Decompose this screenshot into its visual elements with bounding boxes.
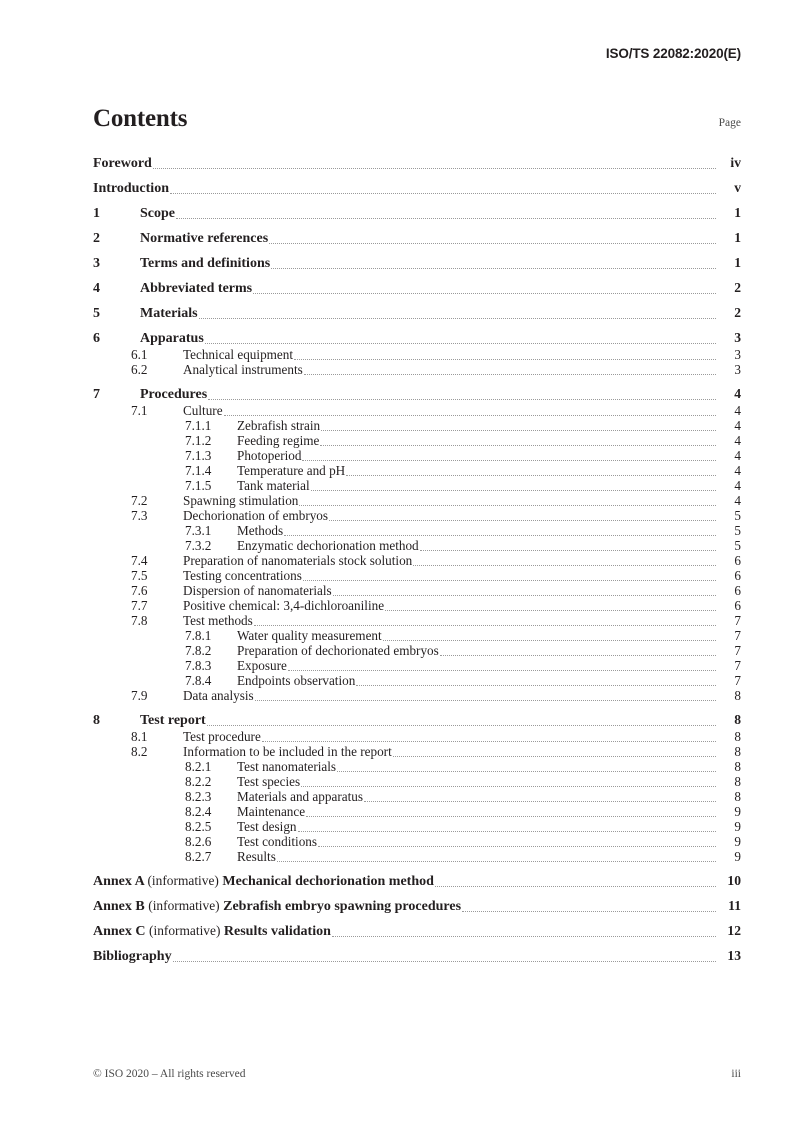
annex-label: Annex C [93,924,146,939]
dot-leader [440,655,716,656]
dot-leader [383,640,716,641]
dot-leader [170,193,716,194]
toc-entry-number: 7.7 [131,598,148,613]
toc-entry-page: 8 [734,759,741,774]
toc-entry-page: 4 [734,463,741,478]
toc-entry[interactable] [93,834,741,849]
dot-leader [462,911,716,912]
toc-entry-number: 8 [93,713,100,728]
toc-entry-title: Apparatus [140,331,204,346]
toc-entry-title: Results [237,849,276,864]
toc-entry-page: 6 [734,553,741,568]
toc-entry-title: Dispersion of nanomaterials [183,583,332,598]
toc-entry-title: Materials [140,306,198,321]
toc-annex-page: 10 [727,873,741,888]
toc-entry-title: Terms and definitions [140,256,271,271]
toc-entry[interactable] [93,804,741,819]
annex-title-text: Zebrafish embryo spawning procedures [223,899,462,914]
toc-entry-page: 8 [734,688,741,703]
toc-entry-number: 7.8.2 [185,643,212,658]
dot-leader [153,168,716,169]
toc-entry[interactable] [93,819,741,834]
dot-leader [435,886,716,887]
document-footer [93,1068,741,1084]
toc-entry-number: 6.1 [131,347,148,362]
toc-entry-page: 5 [734,508,741,523]
toc-entry[interactable] [93,362,741,377]
toc-entry-number: 6 [93,331,100,346]
dot-leader [364,801,716,802]
toc-entry-page: 7 [734,658,741,673]
toc-entry-title: Tank material [237,478,310,493]
toc-entry-number: 8.1 [131,729,148,744]
dot-leader [420,550,716,551]
dot-leader [337,771,716,772]
annex-informative-tag: (informative) [148,898,220,913]
toc-entry[interactable] [93,628,741,643]
toc-entry-title: Maintenance [237,804,306,819]
toc-annex-entry[interactable] [93,923,741,939]
toc-entry-page: 1 [734,255,741,270]
toc-entry-number: 8.2.7 [185,849,212,864]
toc-entry-page: 2 [734,280,741,295]
dot-leader [346,475,716,476]
toc-entry-number: 8.2.2 [185,774,212,789]
toc-annex-title [93,898,461,914]
toc-entry-title: Normative references [140,231,269,246]
toc-entry-number: 3 [93,256,100,271]
toc-entry-number: 1 [93,206,100,221]
annex-informative-tag: (informative) [149,923,221,938]
toc-entry-title: Scope [140,206,175,221]
toc-entry-page: 9 [734,819,741,834]
dot-leader [294,359,716,360]
toc-entry-title: Photoperiod [237,448,302,463]
toc-entry[interactable] [93,583,741,598]
toc-entry[interactable] [93,433,741,448]
toc-entry[interactable] [93,478,741,493]
toc-entry-number: 7.6 [131,583,148,598]
dot-leader [255,700,716,701]
toc-entry-number: 7.8.4 [185,673,212,688]
toc-entry[interactable] [93,347,741,362]
toc-entry[interactable] [93,386,741,402]
toc-entry[interactable] [93,553,741,568]
toc-entry-page: 5 [734,538,741,553]
toc-entry[interactable] [93,463,741,478]
dot-leader [271,268,716,269]
toc-entry-number: 7.5 [131,568,148,583]
toc-annex-title [93,923,331,939]
toc-entry[interactable] [93,493,741,508]
toc-entry-page: v [734,180,741,195]
toc-entry-page: 8 [734,774,741,789]
toc-entry-title: Data analysis [183,688,254,703]
toc-entry-title: Methods [237,523,284,538]
toc-bibliography-entry[interactable] [93,948,741,964]
toc-entry-title: Test methods [183,613,253,628]
toc-entry-page: 8 [734,712,741,727]
toc-entry-page: 7 [734,628,741,643]
dot-leader [333,595,716,596]
dot-leader [393,756,716,757]
toc-annex-title [93,873,434,889]
toc-entry[interactable] [93,418,741,433]
toc-entry[interactable] [93,598,741,613]
dot-leader [284,535,716,536]
toc-entry-number: 8.2.6 [185,834,212,849]
dot-leader [277,861,716,862]
toc-entry-number: 8.2 [131,744,148,759]
toc-entry[interactable] [93,155,741,171]
toc-entry[interactable] [93,759,741,774]
toc-entry-number: 7.8.3 [185,658,212,673]
toc-entry-title: Test nanomaterials [237,759,337,774]
toc-entry-page: 9 [734,834,741,849]
toc-entry-title: Technical equipment [183,347,294,362]
toc-entry[interactable] [93,744,741,759]
toc-entry-title: Endpoints observation [237,673,356,688]
document-header-standard-number: ISO/TS 22082:2020(E) [605,46,741,61]
toc-entry[interactable] [93,568,741,583]
dot-leader [173,961,716,962]
toc-entry-number: 4 [93,281,100,296]
toc-entry-page: 3 [734,362,741,377]
toc-entry-number: 7.8 [131,613,148,628]
dot-leader [301,786,716,787]
toc-entry-page: 2 [734,305,741,320]
dot-leader [254,625,716,626]
toc-entry-title: Abbreviated terms [140,281,253,296]
toc-entry[interactable] [93,523,741,538]
dot-leader [208,399,716,400]
toc-entry-page: 9 [734,804,741,819]
toc-entry[interactable] [93,688,741,703]
toc-entry-title: Procedures [140,387,208,402]
toc-entry-number: 8.2.5 [185,819,212,834]
toc-entry-title: Exposure [237,658,287,673]
toc-entry-page: 4 [734,448,741,463]
toc-entry-page: 8 [734,789,741,804]
toc-annex-entry[interactable] [93,898,741,914]
toc-entry-page: 4 [734,403,741,418]
toc-entry-title: Test design [237,819,297,834]
page-column-label: Page [718,117,741,129]
toc-entry[interactable] [93,643,741,658]
dot-leader [321,430,716,431]
toc-entry-title: Water quality measurement [237,628,382,643]
toc-entry-title: Foreword [93,156,152,171]
toc-entry-number: 7.2 [131,493,148,508]
toc-entry[interactable] [93,673,741,688]
toc-entry-number: 7.1.5 [185,478,212,493]
toc-entry[interactable] [93,729,741,744]
toc-entry-title: Dechorionation of embryos [183,508,329,523]
toc-entry-number: 7.1.3 [185,448,212,463]
toc-entry-page: iv [730,155,741,170]
toc-entry[interactable] [93,538,741,553]
dot-leader [205,343,716,344]
toc-entry[interactable] [93,330,741,346]
bibliography-title: Bibliography [93,949,172,964]
toc-entry-title: Test conditions [237,834,318,849]
toc-annex-page: 12 [727,923,741,938]
toc-entry-number: 7.1.1 [185,418,212,433]
dot-leader [199,318,716,319]
toc-entry-page: 1 [734,205,741,220]
toc-entry-number: 7.9 [131,688,148,703]
dot-leader [288,670,716,671]
toc-entry-number: 8.2.4 [185,804,212,819]
toc-entry-title: Preparation of nanomaterials stock solution [183,553,413,568]
annex-title-text: Mechanical dechorionation method [222,874,434,889]
dot-leader [332,936,716,937]
toc-entry-title: Testing concentrations [183,568,302,583]
toc-entry-number: 5 [93,306,100,321]
toc-annex-page: 11 [728,898,741,913]
toc-entry-title: Test report [140,713,206,728]
dot-leader [207,725,716,726]
toc-entry-title: Zebrafish strain [237,418,321,433]
toc-entry-number: 7 [93,387,100,402]
toc-entry-page: 4 [734,478,741,493]
toc-entry-page: 4 [734,418,741,433]
toc-entry-page: 9 [734,849,741,864]
toc-entry-page: 7 [734,643,741,658]
toc-entry-page: 6 [734,568,741,583]
toc-entry-number: 7.1.2 [185,433,212,448]
toc-entry[interactable] [93,849,741,864]
toc-entry-title: Spawning stimulation [183,493,299,508]
toc-entry-page: 8 [734,744,741,759]
toc-entry-title: Information to be included in the report [183,744,392,759]
contents-title-row [93,104,741,138]
toc-entry-title: Enzymatic dechorionation method [237,538,419,553]
toc-entry-number: 8.2.3 [185,789,212,804]
toc-entry-title: Test procedure [183,729,261,744]
toc-entry-page: 3 [734,347,741,362]
annex-label: Annex B [93,899,145,914]
dot-leader [262,741,716,742]
toc-entry-page: 6 [734,598,741,613]
toc-entry[interactable] [93,305,741,321]
toc-entry-number: 6.2 [131,362,148,377]
dot-leader [385,610,716,611]
toc-entry-page: 8 [734,729,741,744]
dot-leader [176,218,716,219]
dot-leader [224,415,716,416]
toc-entry[interactable] [93,448,741,463]
toc-entry[interactable] [93,658,741,673]
page-title: Contents [93,105,188,132]
dot-leader [253,293,716,294]
toc-entry[interactable] [93,789,741,804]
toc-entry[interactable] [93,280,741,296]
annex-label: Annex A [93,874,144,889]
dot-leader [299,505,716,506]
toc-entry-title: Feeding regime [237,433,320,448]
toc-entry-title: Preparation of dechorionated embryos [237,643,439,658]
toc-entry-title: Test species [237,774,301,789]
dot-leader [320,445,716,446]
toc-entry[interactable] [93,180,741,196]
toc-entry-title: Analytical instruments [183,362,303,377]
annex-title-text: Results validation [223,924,331,939]
toc-entry-page: 7 [734,613,741,628]
toc-entry[interactable] [93,712,741,728]
dot-leader [329,520,716,521]
toc-entry-page: 4 [734,386,741,401]
toc-entry-number: 7.3.2 [185,538,212,553]
toc-entry-page: 3 [734,330,741,345]
toc-entry-page: 5 [734,523,741,538]
dot-leader [269,243,716,244]
toc-entry[interactable] [93,508,741,523]
toc-entry-page: 4 [734,433,741,448]
table-of-contents [93,155,741,964]
toc-annex-entry[interactable] [93,873,741,889]
toc-entry[interactable] [93,230,741,246]
toc-entry[interactable] [93,205,741,221]
toc-entry[interactable] [93,774,741,789]
dot-leader [318,846,716,847]
toc-entry-page: 7 [734,673,741,688]
dot-leader [303,580,716,581]
toc-entry-page: 1 [734,230,741,245]
copyright-notice: © ISO 2020 – All rights reserved [93,1068,246,1080]
toc-entry-number: 7.3.1 [185,523,212,538]
dot-leader [356,685,716,686]
toc-entry-number: 7.8.1 [185,628,212,643]
dot-leader [302,460,716,461]
annex-informative-tag: (informative) [147,873,219,888]
dot-leader [304,374,716,375]
footer-page-number: iii [731,1068,741,1080]
toc-entry-number: 7.1 [131,403,148,418]
toc-entry-number: 7.4 [131,553,148,568]
toc-entry-number: 8.2.1 [185,759,212,774]
toc-entry[interactable] [93,255,741,271]
bibliography-page: 13 [727,948,741,963]
toc-entry-title: Temperature and pH [237,463,346,478]
toc-entry-title: Introduction [93,181,169,196]
toc-entry[interactable] [93,403,741,418]
toc-entry-page: 4 [734,493,741,508]
toc-entry-title: Positive chemical: 3,4-dichloroaniline [183,598,385,613]
dot-leader [298,831,716,832]
dot-leader [311,490,716,491]
toc-entry-number: 7.3 [131,508,148,523]
dot-leader [306,816,716,817]
toc-entry-title: Culture [183,403,223,418]
toc-entry-title: Materials and apparatus [237,789,363,804]
toc-entry-page: 6 [734,583,741,598]
toc-entry[interactable] [93,613,741,628]
toc-entry-number: 2 [93,231,100,246]
toc-entry-number: 7.1.4 [185,463,212,478]
dot-leader [413,565,716,566]
